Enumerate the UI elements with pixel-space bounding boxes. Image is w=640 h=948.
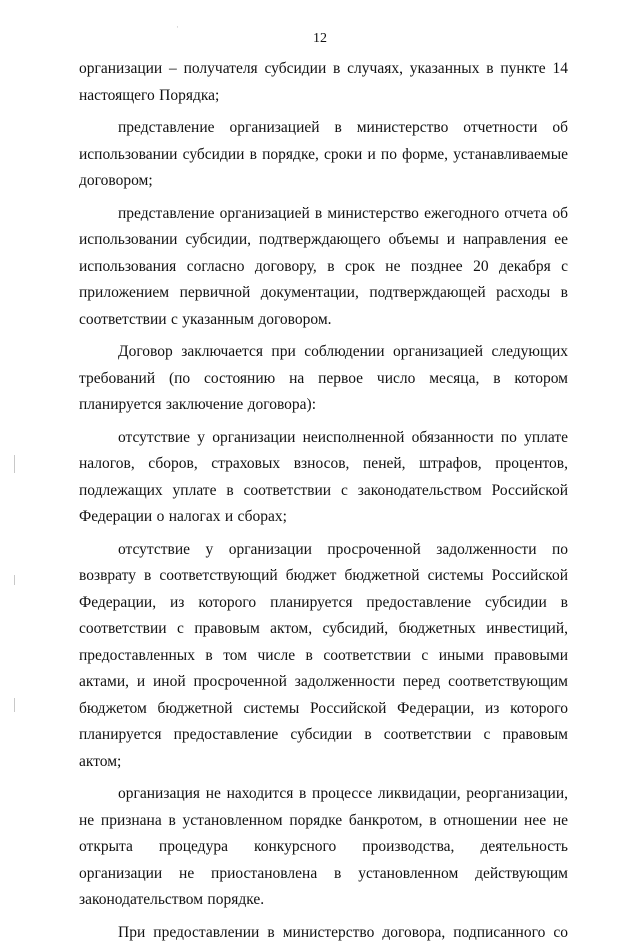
paragraph-contract-requirements: Договор заключается при соблюдении организацией следующих требований (по состоянию на первое число месяца, в котором планируется заключение договора): [79, 343, 568, 413]
paragraph-contract-submission: При предоставлении в министерство договора, подписанного со [118, 923, 568, 941]
scan-margin-mark [14, 455, 15, 473]
paragraph-tax-obligations: отсутствие у организации неисполненной обязанности по уплате налогов, сборов, страховых взносов, пеней, штрафов, процентов, подлежащих уплате в соответствии с законодательством Российской Федерации о налогах и сборах; [79, 428, 568, 525]
paragraph-recipient-cases: организации – получателя субсидии в случаях, указанных в пункте 14 настоящего Порядка; [79, 60, 568, 104]
scan-artifact: · [176, 22, 179, 32]
scan-margin-mark [14, 575, 15, 585]
page-number: 12 [313, 31, 327, 46]
paragraph-overdue-debt: отсутствие у организации просроченной задолженности по возврату в соответствующий бюджет бюджетной системы Российской Федерации, из которого планируется предоставление субсидии в соответствии с правовым актом, субсидий, бюджетных инвестиций, предоставленных в том числе в соответствии с иными правовыми актами, и иной просроченной задолженности перед соответствующим бюджетом бюджетной системы Российской Федерации, из которого планируется предоставление субсидии в соответствии с правовым актом; [79, 540, 568, 770]
scan-margin-mark [14, 698, 15, 712]
document-body [79, 56, 568, 948]
paragraph-liquidation: организация не находится в процессе ликвидации, реорганизации, не признана в установленном порядке банкротом, в отношении нее не открыта процедура конкурсного производства, деятельность организации не приостановлена в установленном действующим законодательством порядке. [79, 785, 568, 908]
paragraph-reporting: представление организацией в министерство отчетности об использовании субсидии в порядке, сроки и по форме, устанавливаемые договором; [79, 119, 568, 189]
paragraph-annual-report: представление организацией в министерство ежегодного отчета об использовании субсидии, подтверждающего объемы и направления ее использования согласно договору, в срок не позднее 20 декабря с приложением первичной документации, подтверждающей расходы в соответствии с указанным договором. [79, 204, 568, 328]
